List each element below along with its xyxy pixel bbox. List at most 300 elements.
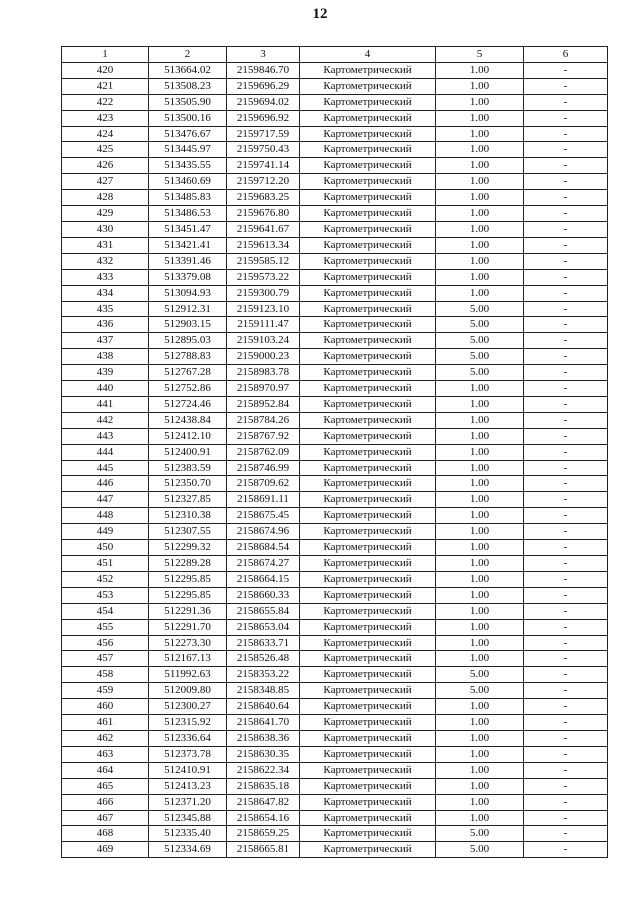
method-cell: Картометрический [300, 619, 436, 635]
method-cell: Картометрический [300, 396, 436, 412]
y-coordinate-cell: 2158674.96 [227, 524, 300, 540]
table-row [62, 174, 608, 190]
accuracy-cell: 1.00 [436, 158, 524, 174]
accuracy-cell: 1.00 [436, 396, 524, 412]
y-coordinate-cell: 2159111.47 [227, 317, 300, 333]
x-coordinate-cell: 512334.69 [149, 842, 227, 858]
y-coordinate-cell: 2158691.11 [227, 492, 300, 508]
x-coordinate-cell: 512912.31 [149, 301, 227, 317]
x-coordinate-cell: 512752.86 [149, 381, 227, 397]
method-cell: Картометрический [300, 301, 436, 317]
table-row [62, 683, 608, 699]
method-cell: Картометрический [300, 174, 436, 190]
x-coordinate-cell: 512413.23 [149, 778, 227, 794]
accuracy-cell: 1.00 [436, 381, 524, 397]
x-coordinate-cell: 512315.92 [149, 715, 227, 731]
note-cell: - [524, 508, 608, 524]
y-coordinate-cell: 2158664.15 [227, 571, 300, 587]
accuracy-cell: 1.00 [436, 62, 524, 78]
method-cell: Картометрический [300, 524, 436, 540]
note-cell: - [524, 826, 608, 842]
point-number-cell: 467 [62, 810, 149, 826]
accuracy-cell: 1.00 [436, 476, 524, 492]
y-coordinate-cell: 2158659.25 [227, 826, 300, 842]
point-number-cell: 443 [62, 428, 149, 444]
x-coordinate-cell: 513391.46 [149, 253, 227, 269]
x-coordinate-cell: 512009.80 [149, 683, 227, 699]
accuracy-cell: 1.00 [436, 285, 524, 301]
x-coordinate-cell: 513435.55 [149, 158, 227, 174]
x-coordinate-cell: 513445.97 [149, 142, 227, 158]
method-cell: Картометрический [300, 746, 436, 762]
method-cell: Картометрический [300, 110, 436, 126]
method-cell: Картометрический [300, 667, 436, 683]
method-cell: Картометрический [300, 158, 436, 174]
table-row [62, 794, 608, 810]
accuracy-cell: 1.00 [436, 94, 524, 110]
method-cell: Картометрический [300, 62, 436, 78]
table-row [62, 428, 608, 444]
accuracy-cell: 1.00 [436, 603, 524, 619]
y-coordinate-cell: 2159300.79 [227, 285, 300, 301]
note-cell: - [524, 810, 608, 826]
accuracy-cell: 1.00 [436, 810, 524, 826]
note-cell: - [524, 285, 608, 301]
point-number-cell: 458 [62, 667, 149, 683]
x-coordinate-cell: 512167.13 [149, 651, 227, 667]
accuracy-cell: 1.00 [436, 269, 524, 285]
note-cell: - [524, 206, 608, 222]
accuracy-cell: 1.00 [436, 762, 524, 778]
table-row [62, 269, 608, 285]
x-coordinate-cell: 512289.28 [149, 556, 227, 572]
y-coordinate-cell: 2158654.16 [227, 810, 300, 826]
y-coordinate-cell: 2159696.29 [227, 78, 300, 94]
table-row [62, 508, 608, 524]
accuracy-cell: 5.00 [436, 317, 524, 333]
y-coordinate-cell: 2158674.27 [227, 556, 300, 572]
y-coordinate-cell: 2158746.99 [227, 460, 300, 476]
x-coordinate-cell: 513485.83 [149, 190, 227, 206]
point-number-cell: 440 [62, 381, 149, 397]
y-coordinate-cell: 2158983.78 [227, 365, 300, 381]
method-cell: Картометрический [300, 540, 436, 556]
table-row [62, 699, 608, 715]
y-coordinate-cell: 2158655.84 [227, 603, 300, 619]
table-row [62, 221, 608, 237]
accuracy-cell: 5.00 [436, 349, 524, 365]
table-row [62, 778, 608, 794]
y-coordinate-cell: 2158640.64 [227, 699, 300, 715]
y-coordinate-cell: 2159712.20 [227, 174, 300, 190]
method-cell: Картометрический [300, 253, 436, 269]
table-row [62, 762, 608, 778]
y-coordinate-cell: 2159717.59 [227, 126, 300, 142]
y-coordinate-cell: 2158767.92 [227, 428, 300, 444]
y-coordinate-cell: 2159683.25 [227, 190, 300, 206]
x-coordinate-cell: 512327.85 [149, 492, 227, 508]
point-number-cell: 446 [62, 476, 149, 492]
method-cell: Картометрический [300, 826, 436, 842]
method-cell: Картометрический [300, 317, 436, 333]
table-row [62, 158, 608, 174]
y-coordinate-cell: 2158630.35 [227, 746, 300, 762]
accuracy-cell: 1.00 [436, 556, 524, 572]
accuracy-cell: 1.00 [436, 110, 524, 126]
method-cell: Картометрический [300, 444, 436, 460]
point-number-cell: 444 [62, 444, 149, 460]
point-number-cell: 431 [62, 237, 149, 253]
point-number-cell: 436 [62, 317, 149, 333]
note-cell: - [524, 746, 608, 762]
point-number-cell: 454 [62, 603, 149, 619]
table-row [62, 556, 608, 572]
method-cell: Картометрический [300, 381, 436, 397]
point-number-cell: 437 [62, 333, 149, 349]
note-cell: - [524, 635, 608, 651]
method-cell: Картометрический [300, 349, 436, 365]
point-number-cell: 425 [62, 142, 149, 158]
table-row [62, 715, 608, 731]
coordinates-table [61, 46, 608, 858]
method-cell: Картометрический [300, 206, 436, 222]
accuracy-cell: 1.00 [436, 715, 524, 731]
method-cell: Картометрический [300, 794, 436, 810]
y-coordinate-cell: 2158970.97 [227, 381, 300, 397]
column-header: 3 [227, 47, 300, 63]
y-coordinate-cell: 2159694.02 [227, 94, 300, 110]
table-row [62, 826, 608, 842]
accuracy-cell: 1.00 [436, 651, 524, 667]
point-number-cell: 464 [62, 762, 149, 778]
method-cell: Картометрический [300, 221, 436, 237]
accuracy-cell: 5.00 [436, 842, 524, 858]
table-row [62, 651, 608, 667]
y-coordinate-cell: 2158633.71 [227, 635, 300, 651]
accuracy-cell: 5.00 [436, 301, 524, 317]
method-cell: Картометрический [300, 428, 436, 444]
x-coordinate-cell: 512724.46 [149, 396, 227, 412]
note-cell: - [524, 699, 608, 715]
point-number-cell: 461 [62, 715, 149, 731]
table-body [62, 62, 608, 857]
note-cell: - [524, 94, 608, 110]
x-coordinate-cell: 512273.30 [149, 635, 227, 651]
accuracy-cell: 1.00 [436, 126, 524, 142]
y-coordinate-cell: 2158526.48 [227, 651, 300, 667]
method-cell: Картометрический [300, 587, 436, 603]
y-coordinate-cell: 2158784.26 [227, 412, 300, 428]
table-row [62, 110, 608, 126]
method-cell: Картометрический [300, 126, 436, 142]
table-row [62, 206, 608, 222]
table-row [62, 444, 608, 460]
method-cell: Картометрический [300, 556, 436, 572]
method-cell: Картометрический [300, 190, 436, 206]
y-coordinate-cell: 2159846.70 [227, 62, 300, 78]
x-coordinate-cell: 512412.10 [149, 428, 227, 444]
note-cell: - [524, 492, 608, 508]
y-coordinate-cell: 2158660.33 [227, 587, 300, 603]
point-number-cell: 457 [62, 651, 149, 667]
method-cell: Картометрический [300, 635, 436, 651]
x-coordinate-cell: 512410.91 [149, 762, 227, 778]
accuracy-cell: 1.00 [436, 794, 524, 810]
note-cell: - [524, 381, 608, 397]
y-coordinate-cell: 2159750.43 [227, 142, 300, 158]
point-number-cell: 465 [62, 778, 149, 794]
note-cell: - [524, 683, 608, 699]
x-coordinate-cell: 512291.70 [149, 619, 227, 635]
x-coordinate-cell: 512295.85 [149, 587, 227, 603]
accuracy-cell: 1.00 [436, 778, 524, 794]
table-row [62, 746, 608, 762]
y-coordinate-cell: 2158647.82 [227, 794, 300, 810]
note-cell: - [524, 78, 608, 94]
x-coordinate-cell: 512345.88 [149, 810, 227, 826]
y-coordinate-cell: 2159676.80 [227, 206, 300, 222]
note-cell: - [524, 619, 608, 635]
note-cell: - [524, 301, 608, 317]
x-coordinate-cell: 512767.28 [149, 365, 227, 381]
point-number-cell: 462 [62, 730, 149, 746]
method-cell: Картометрический [300, 842, 436, 858]
x-coordinate-cell: 513379.08 [149, 269, 227, 285]
note-cell: - [524, 667, 608, 683]
x-coordinate-cell: 512895.03 [149, 333, 227, 349]
accuracy-cell: 1.00 [436, 253, 524, 269]
y-coordinate-cell: 2159585.12 [227, 253, 300, 269]
point-number-cell: 451 [62, 556, 149, 572]
y-coordinate-cell: 2158635.18 [227, 778, 300, 794]
note-cell: - [524, 842, 608, 858]
x-coordinate-cell: 512371.20 [149, 794, 227, 810]
table-row [62, 412, 608, 428]
point-number-cell: 426 [62, 158, 149, 174]
point-number-cell: 420 [62, 62, 149, 78]
accuracy-cell: 5.00 [436, 667, 524, 683]
method-cell: Картометрический [300, 730, 436, 746]
method-cell: Картометрический [300, 810, 436, 826]
note-cell: - [524, 174, 608, 190]
method-cell: Картометрический [300, 603, 436, 619]
column-header: 6 [524, 47, 608, 63]
method-cell: Картометрический [300, 285, 436, 301]
note-cell: - [524, 715, 608, 731]
y-coordinate-cell: 2158348.85 [227, 683, 300, 699]
note-cell: - [524, 540, 608, 556]
note-cell: - [524, 269, 608, 285]
y-coordinate-cell: 2158675.45 [227, 508, 300, 524]
method-cell: Картометрический [300, 651, 436, 667]
point-number-cell: 430 [62, 221, 149, 237]
note-cell: - [524, 412, 608, 428]
accuracy-cell: 5.00 [436, 365, 524, 381]
y-coordinate-cell: 2158641.70 [227, 715, 300, 731]
method-cell: Картометрический [300, 715, 436, 731]
accuracy-cell: 1.00 [436, 746, 524, 762]
point-number-cell: 450 [62, 540, 149, 556]
method-cell: Картометрический [300, 508, 436, 524]
point-number-cell: 434 [62, 285, 149, 301]
method-cell: Картометрический [300, 476, 436, 492]
point-number-cell: 435 [62, 301, 149, 317]
point-number-cell: 460 [62, 699, 149, 715]
method-cell: Картометрический [300, 571, 436, 587]
y-coordinate-cell: 2159641.67 [227, 221, 300, 237]
accuracy-cell: 1.00 [436, 730, 524, 746]
x-coordinate-cell: 512903.15 [149, 317, 227, 333]
y-coordinate-cell: 2159103.24 [227, 333, 300, 349]
x-coordinate-cell: 512310.38 [149, 508, 227, 524]
x-coordinate-cell: 512400.91 [149, 444, 227, 460]
table-row [62, 62, 608, 78]
note-cell: - [524, 556, 608, 572]
note-cell: - [524, 190, 608, 206]
note-cell: - [524, 794, 608, 810]
y-coordinate-cell: 2159000.23 [227, 349, 300, 365]
note-cell: - [524, 142, 608, 158]
method-cell: Картометрический [300, 333, 436, 349]
accuracy-cell: 1.00 [436, 524, 524, 540]
point-number-cell: 469 [62, 842, 149, 858]
y-coordinate-cell: 2159741.14 [227, 158, 300, 174]
method-cell: Картометрический [300, 683, 436, 699]
accuracy-cell: 1.00 [436, 78, 524, 94]
y-coordinate-cell: 2158353.22 [227, 667, 300, 683]
accuracy-cell: 1.00 [436, 237, 524, 253]
method-cell: Картометрический [300, 778, 436, 794]
y-coordinate-cell: 2158638.36 [227, 730, 300, 746]
point-number-cell: 432 [62, 253, 149, 269]
point-number-cell: 453 [62, 587, 149, 603]
y-coordinate-cell: 2158952.84 [227, 396, 300, 412]
table-header-row [62, 47, 608, 63]
x-coordinate-cell: 513094.93 [149, 285, 227, 301]
point-number-cell: 439 [62, 365, 149, 381]
column-header: 5 [436, 47, 524, 63]
table-row [62, 253, 608, 269]
table-row [62, 190, 608, 206]
x-coordinate-cell: 513421.41 [149, 237, 227, 253]
table-row [62, 142, 608, 158]
table-row [62, 667, 608, 683]
table-row [62, 78, 608, 94]
accuracy-cell: 5.00 [436, 683, 524, 699]
method-cell: Картометрический [300, 492, 436, 508]
accuracy-cell: 1.00 [436, 587, 524, 603]
method-cell: Картометрический [300, 762, 436, 778]
table-row [62, 94, 608, 110]
y-coordinate-cell: 2158684.54 [227, 540, 300, 556]
point-number-cell: 455 [62, 619, 149, 635]
y-coordinate-cell: 2158709.62 [227, 476, 300, 492]
note-cell: - [524, 428, 608, 444]
point-number-cell: 445 [62, 460, 149, 476]
x-coordinate-cell: 512788.83 [149, 349, 227, 365]
point-number-cell: 456 [62, 635, 149, 651]
note-cell: - [524, 110, 608, 126]
table-row [62, 301, 608, 317]
y-coordinate-cell: 2159573.22 [227, 269, 300, 285]
table-row [62, 460, 608, 476]
table-row [62, 237, 608, 253]
note-cell: - [524, 126, 608, 142]
table-row [62, 476, 608, 492]
accuracy-cell: 5.00 [436, 333, 524, 349]
y-coordinate-cell: 2158762.09 [227, 444, 300, 460]
table-row [62, 619, 608, 635]
method-cell: Картометрический [300, 269, 436, 285]
method-cell: Картометрический [300, 365, 436, 381]
x-coordinate-cell: 513476.67 [149, 126, 227, 142]
point-number-cell: 427 [62, 174, 149, 190]
note-cell: - [524, 460, 608, 476]
point-number-cell: 466 [62, 794, 149, 810]
x-coordinate-cell: 513505.90 [149, 94, 227, 110]
column-header: 1 [62, 47, 149, 63]
note-cell: - [524, 158, 608, 174]
method-cell: Картометрический [300, 94, 436, 110]
table-row [62, 381, 608, 397]
accuracy-cell: 1.00 [436, 412, 524, 428]
column-header: 2 [149, 47, 227, 63]
point-number-cell: 422 [62, 94, 149, 110]
table-row [62, 540, 608, 556]
method-cell: Картометрический [300, 78, 436, 94]
note-cell: - [524, 651, 608, 667]
point-number-cell: 468 [62, 826, 149, 842]
accuracy-cell: 1.00 [436, 540, 524, 556]
note-cell: - [524, 778, 608, 794]
point-number-cell: 459 [62, 683, 149, 699]
y-coordinate-cell: 2158665.81 [227, 842, 300, 858]
accuracy-cell: 1.00 [436, 428, 524, 444]
x-coordinate-cell: 512300.27 [149, 699, 227, 715]
page-number: 12 [312, 6, 328, 22]
x-coordinate-cell: 512291.36 [149, 603, 227, 619]
point-number-cell: 424 [62, 126, 149, 142]
note-cell: - [524, 365, 608, 381]
accuracy-cell: 1.00 [436, 190, 524, 206]
method-cell: Картометрический [300, 412, 436, 428]
point-number-cell: 428 [62, 190, 149, 206]
y-coordinate-cell: 2159123.10 [227, 301, 300, 317]
accuracy-cell: 1.00 [436, 460, 524, 476]
note-cell: - [524, 762, 608, 778]
note-cell: - [524, 524, 608, 540]
table-row [62, 333, 608, 349]
y-coordinate-cell: 2159696.92 [227, 110, 300, 126]
x-coordinate-cell: 513486.53 [149, 206, 227, 222]
table-row [62, 730, 608, 746]
table-row [62, 635, 608, 651]
x-coordinate-cell: 512336.64 [149, 730, 227, 746]
method-cell: Картометрический [300, 237, 436, 253]
point-number-cell: 429 [62, 206, 149, 222]
point-number-cell: 441 [62, 396, 149, 412]
x-coordinate-cell: 513460.69 [149, 174, 227, 190]
table-row [62, 317, 608, 333]
table-row [62, 603, 608, 619]
accuracy-cell: 1.00 [436, 221, 524, 237]
x-coordinate-cell: 513500.16 [149, 110, 227, 126]
note-cell: - [524, 571, 608, 587]
accuracy-cell: 1.00 [436, 635, 524, 651]
y-coordinate-cell: 2158653.04 [227, 619, 300, 635]
x-coordinate-cell: 512295.85 [149, 571, 227, 587]
table-row [62, 571, 608, 587]
